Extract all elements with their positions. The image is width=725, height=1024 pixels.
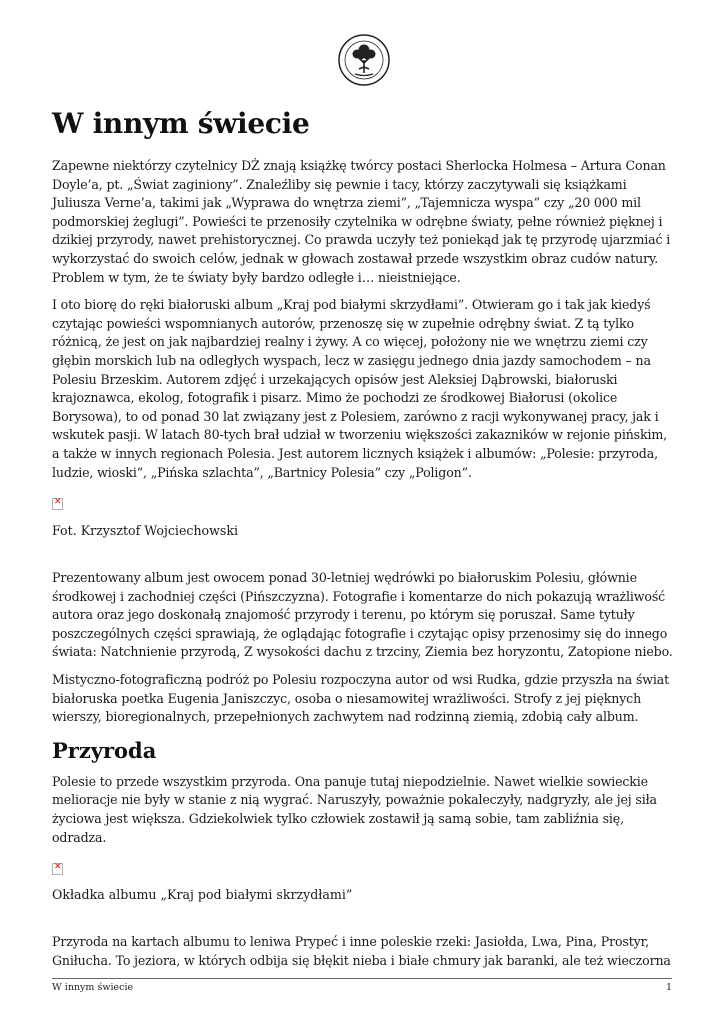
paragraph-album: I oto biorę do ręki białoruski album „Kraj pod białymi skrzydłami”. Otwieram go i tak jak kiedyś czytając powieści wspomnianych autorów, przenoszę się w zupełnie odrębny świat. Z tą tylko różnicą, że jest on jak najbardziej realny i żywy. A co więcej, położony nie we wnętrzu ziemi czy głębin morskich lub na odległych wyspach, lecz w zasięgu jednego dnia jazdy samochodem – na Polesiu Brzeskim. Autorem zdjęć i urzekających opisów jest Aleksiej Dąbrowski, białoruski krajoznawca, ekolog, fotografik i pisarz. Mimo że pochodzi ze środkowej Białorusi (okolice Borysowa), to od ponad 30 lat związany jest z Polesiem, zarówno z racji wykonywanej pracy, jak i wskutek pasji. W latach 80-tych brał udział w tworzeniu większości zakazników w rejonie pińskim, a także w innych regionach Polesia. Jest autorem licznych książek i albumów: „Polesie: przyroda, ludzie, wioski”, „Pińska szlachta”, „Bartnicy Polesia” czy „Poligon”. [52, 297, 667, 480]
broken-image-icon [52, 863, 63, 875]
paragraph-poetess: Mistyczno-fotograficzną podróż po Polesiu rozpoczyna autor od wsi Rudka, gdzie przyszła na świat białoruska poetka Eugenia Janiszczyc, osoba o niesamowitej wrażliwości. Strofy z jej pięknych wierszy, bioregionalnych, przepełnionych zachwytem nad rodzinną ziemią, zdobią cały album. [52, 672, 670, 725]
paragraph-nature: Polesie to przede wszystkim przyroda. Ona panuje tutaj niepodzielnie. Nawet wielkie sowieckie melioracje nie były w stanie z nią wygrać. Naruszyły, poważnie pokaleczyły, nadgryzły, ale jej siła życiowa jest większa. Gdziekolwiek tylko człowiek zostawił ją samą sobie, tam zabliźnia się, odradza. [52, 773, 657, 845]
article [52, 104, 676, 970]
broken-image-icon [52, 498, 63, 510]
page-number: 1 [665, 982, 672, 993]
publisher-logo [337, 33, 391, 87]
paragraph-rivers: Przyroda na kartach albumu to leniwa Prypeć i inne poleskie rzeki: Jasiołda, Lwa, Pina, Prostyr, Gniłucha. To jeziora, w których odbija się błękit nieba i białe chmury jak baranki, ale też wieczorna [52, 934, 671, 968]
paragraph-journey: Prezentowany album jest owocem ponad 30-letniej wędrówki po białoruskim Polesiu, głównie środkowej i zachodniej części (Pińszczyzna). Fotografie i komentarze do nich pokazują wrażliwość autora oraz jego doskonałą znajomość przyrody i terenu, po którym się poruszał. Same tytuły poszczególnych części sprawiają, że oglądając fotografie i czytając opisy przenosimy się do innego świata: Natchnienie przyrodą, Z wysokości dachu z trzciny, Ziemia bez horyzontu, Zatopione niebo. [52, 570, 673, 660]
paragraph-intro: Zapewne niektórzy czytelnicy DŻ znają książkę twórcy postaci Sherlocka Holmesa – Artura Conan Doyle’a, pt. „Świat zaginiony”. Znaleźliby się pewnie i tacy, którzy zaczytywali się książkami Juliusza Verne’a, takimi jak „Wyprawa do wnętrza ziemi”, „Tajemnicza wyspa” czy „20 000 mil podmorskiej żeglugi”. Powieści te przenosiły czytelnika w odrębne światy, pełne również pięknej i dzikiej przyrody, nawet prehistorycznej. Co prawda uczyły też poniekąd jak tę przyrodę ujarzmiać i wykorzystać do swoich celów, jednak w głowach zostawał przede wszystkim obraz cudów natury. Problem w tym, że te światy były bardzo odległe i… nieistniejące. [52, 158, 671, 285]
footer-title: W innym świecie [52, 982, 134, 993]
cover-caption: Okładka albumu „Kraj pod białymi skrzydłami” [52, 887, 353, 903]
photo-caption: Fot. Krzysztof Wojciechowski [52, 523, 239, 539]
page-footer [52, 978, 672, 993]
tree-emblem-icon [337, 33, 391, 87]
section-title: Przyroda [52, 737, 157, 763]
page-title: W innym świecie [52, 107, 310, 140]
